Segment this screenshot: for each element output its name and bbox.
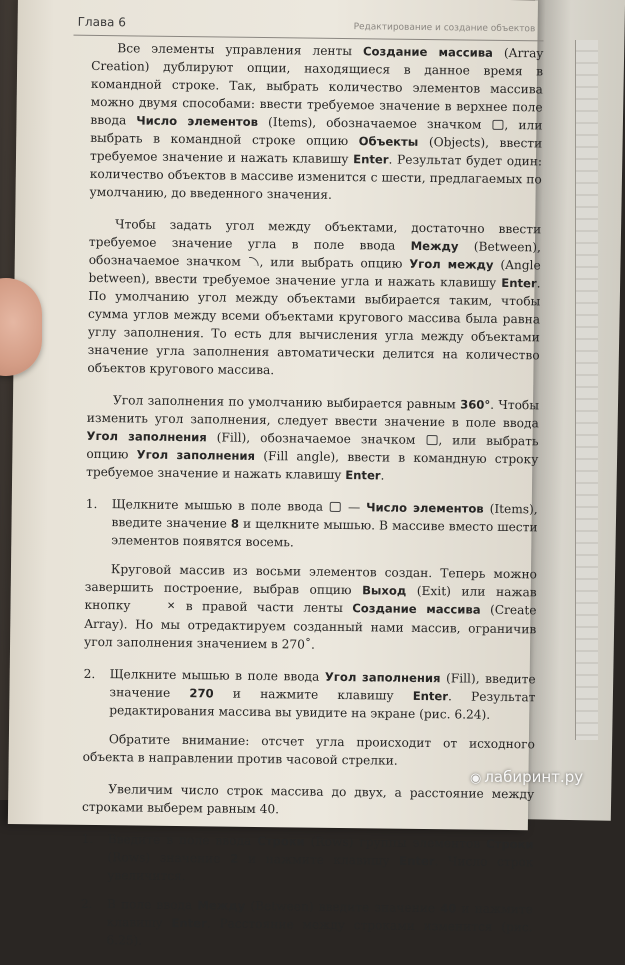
- list-item: [81, 829, 534, 889]
- text-run: (Items), введите значение: [111, 501, 538, 531]
- text-run: (Between) введите значение: [245, 898, 441, 915]
- text-run: (Items), обозначаемое значком: [257, 114, 492, 132]
- list-item: [80, 894, 533, 954]
- bold-term: Между: [410, 238, 459, 254]
- bold-term: 40: [440, 900, 457, 915]
- text-run: , или выбрать опцию: [259, 254, 410, 271]
- text-run: (Rows) значение: [107, 849, 231, 866]
- text-run: (Fill), введите значение: [109, 670, 536, 700]
- text-run: (Array Creation) дублируют опции, находящиеся в данное время в командной строке. Так, выбрать количество элементов массива можно двумя способами: ввести требуемое значение в верхнее поле ввода: [90, 45, 544, 128]
- list-number: 1.: [85, 496, 98, 512]
- bold-term: Угол между: [409, 256, 494, 272]
- text-run: . По умолчанию угол между объектами выбирается таким, чтобы сумма углов между всеми объектами кругового массива была равна углу заполнения. То есть для вычисления угла между объектами значение угла заполнения автоматически делится на количество объектов кругового массива.: [87, 276, 541, 378]
- text-run: .: [380, 468, 385, 483]
- chapter-label: Глава 6: [77, 14, 126, 30]
- text-run: (Fill angle), ввести в командную строку требуемое значение и нажать клавишу: [86, 448, 539, 483]
- text-run: Чтобы задать угол между объектами, достаточно ввести требуемое значение угла в поле ввода: [88, 217, 542, 253]
- text-run: Круговой массив из восьми элементов создан. Теперь можно завершить построение, выбрав опцию: [84, 562, 538, 598]
- bold-term: Число элементов: [366, 500, 484, 516]
- book-page: [8, 0, 544, 948]
- bold-term: Enter: [345, 468, 381, 483]
- text-run: (Fill), обозначаемое значком: [206, 430, 426, 448]
- bold-term: Число элементов: [136, 113, 259, 129]
- watermark: [470, 768, 583, 786]
- text-run: . Число строк увеличится.: [107, 853, 534, 883]
- fill-icon: [426, 435, 437, 445]
- paragraph: [86, 391, 539, 487]
- text-run: и нажмите клавишу: [213, 685, 413, 703]
- text-run: , или выбрать опцию: [86, 433, 539, 462]
- paragraph: [83, 729, 535, 771]
- bold-term: Выход: [362, 583, 407, 598]
- text-run: Увеличим число строк массива до двух, а расстояние между строками выберем равным 40.: [81, 781, 535, 816]
- text-run: (Create Array). Но мы отредактируем созданный нами массив, ограничив угол заполнения значением в 270˚.: [84, 602, 537, 652]
- bold-term: Enter: [171, 915, 207, 930]
- bold-term: Угол заполнения: [86, 428, 207, 445]
- list-number: 2.: [83, 666, 96, 681]
- paragraph: [89, 39, 543, 207]
- bold-term: Создание массива: [362, 44, 494, 60]
- list-item-text: [109, 665, 536, 724]
- page-body: [80, 39, 543, 965]
- text-run: (Exit) или нажав кнопку: [84, 583, 537, 613]
- bold-term: Enter: [353, 152, 389, 167]
- bold-term: 2: [230, 851, 239, 866]
- list-number: 1.: [81, 831, 94, 846]
- bold-term: Угол заполнения: [136, 447, 256, 463]
- text-run: (Rows) группы элементов: [304, 834, 487, 851]
- bold-term: 360°: [460, 397, 491, 412]
- paragraph: [84, 560, 537, 656]
- close-icon: ✕: [166, 600, 176, 612]
- text-run: и нажмите клавишу: [106, 900, 533, 930]
- list-item-text: [107, 830, 534, 889]
- text-run: Все элементы управления ленты: [117, 41, 364, 59]
- arc-icon: [249, 257, 259, 266]
- bold-term: Создание массива: [352, 601, 481, 617]
- text-run: . Чтобы изменить угол заполнения, следует ввести значение в поле ввода: [86, 397, 540, 431]
- list-item: [85, 495, 538, 555]
- text-run: Угол заполнения по умолчанию выбирается равным: [112, 393, 461, 412]
- watermark-text: лабиринт.ру: [484, 768, 584, 786]
- list-item-text: [106, 895, 533, 954]
- bold-term: Строки: [486, 836, 534, 851]
- bold-term: Объекты: [358, 134, 419, 149]
- text-run: Обратите внимание: отсчет угла происходит от исходного объекта в направлении против часовой стрелки.: [82, 731, 535, 768]
- text-run: Щелкните мышью в поле ввода: [109, 666, 326, 684]
- text-run: , или выбрать в командной строке опцию: [90, 117, 543, 149]
- text-run: в правой части ленты: [176, 598, 353, 616]
- labirint-icon: ◉: [470, 771, 482, 786]
- text-run: . Результат редактирования массива вы увидите на экране (рис. 6.24).: [109, 688, 536, 722]
- page-header: [73, 13, 543, 42]
- bold-term: Enter: [412, 688, 449, 703]
- text-run: Введите в поле ввода: [107, 831, 258, 848]
- paragraph: [82, 779, 534, 821]
- list-number: 2.: [80, 896, 93, 911]
- bold-term: 270: [189, 685, 214, 700]
- text-run: Щелкните мышью в поле ввода: [111, 497, 330, 514]
- text-run: (Angle between), ввести требуемое значение угла и нажать клавишу: [88, 257, 541, 290]
- text-run: . Расстояние между строками изменится (рис. 6.25).: [106, 915, 533, 948]
- facing-page-screenshot: [575, 40, 598, 740]
- running-head: Редактирование и создание объектов: [353, 22, 536, 35]
- bold-term: Строки: [257, 833, 305, 849]
- text-run: В поле ввода: [106, 896, 198, 912]
- list-item-text: [111, 495, 538, 554]
- text-run: —: [341, 499, 367, 515]
- paragraph: [87, 215, 541, 383]
- text-run: и нажмите клавишу: [238, 851, 400, 868]
- items-icon: [492, 119, 503, 129]
- list-item: [83, 664, 536, 724]
- text-run: . Результат будет один: количество объектов в массиве изменится с шести, предлагаемых по умолчанию, до введенного значения.: [89, 152, 543, 202]
- text-run: (Objects), ввести требуемое значение и нажать клавишу: [89, 134, 543, 167]
- bold-term: Между: [197, 897, 246, 913]
- text-run: (Between), обозначаемое значком: [88, 239, 542, 269]
- text-run: и щелкните мышью. В массиве вместо шести элементов появятся восемь.: [111, 516, 538, 550]
- bold-term: Угол заполнения: [324, 669, 441, 685]
- bold-term: Enter: [501, 275, 537, 291]
- bold-term: Enter: [399, 853, 435, 868]
- items-icon: [330, 501, 341, 511]
- bold-term: 8: [230, 516, 240, 531]
